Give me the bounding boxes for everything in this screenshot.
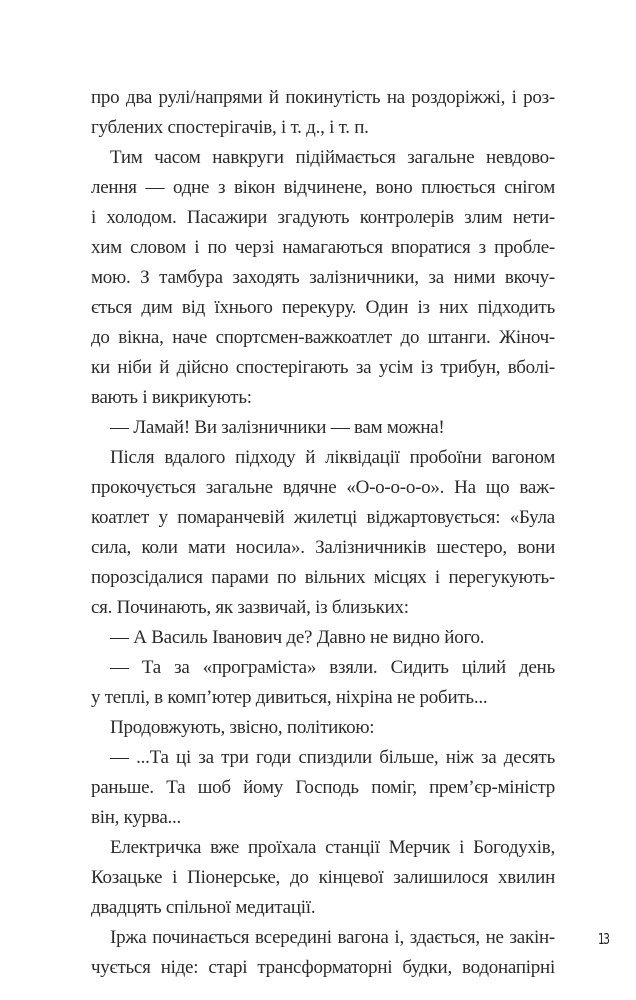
- text-line: про два рулі/напрями й покинутість на роздоріжжі, і роз-: [91, 87, 555, 108]
- text-line: Продовжують, звісно, політикою:: [110, 717, 375, 738]
- text-line: і холодом. Пасажири згадують контролерів злим нети-: [91, 207, 555, 228]
- text-line: чується ніде: старі трансформаторні будки, водонапірні: [91, 957, 555, 978]
- text-line: Електричка вже проїхала станції Мерчик і Богодухів,: [110, 837, 555, 858]
- page-number: 13: [598, 930, 609, 948]
- text-line: коатлет у помаранчевій жилетці віджартовується: «Була: [91, 507, 555, 528]
- text-line: хим словом і по черзі намагаються впоратися з пробле-: [91, 237, 555, 258]
- text-line: прокочується загальне вдячне «О-о-о-о-о». На що важ-: [91, 477, 555, 498]
- text-line: двадцять спільної медитації.: [91, 897, 316, 918]
- text-line: він, курва...: [91, 807, 182, 828]
- text-line: Після вдалого підходу й ліквідації пробоїни вагоном: [110, 447, 555, 468]
- text-line: ється дим від їхнього перекуру. Один із них підходить: [91, 297, 555, 318]
- text-line: мою. З тамбура заходять залізничники, за ними вкочу-: [91, 267, 555, 288]
- text-line: ки ніби й дійсно спостерігають за усім із трибун, вболі-: [91, 357, 555, 378]
- text-line: до вікна, наче спортсмен-важкоатлет до штанги. Жіноч-: [91, 327, 555, 348]
- text-line: — А Василь Іванович де? Давно не видно його.: [110, 627, 485, 648]
- text-line: — ...Та ці за три годи спиздили більше, ніж за десять: [110, 747, 555, 768]
- text-line: вають і викрикують:: [91, 387, 252, 408]
- text-line: — Ламай! Ви залізничники — вам можна!: [110, 417, 445, 438]
- text-line: — Та за «програміста» взяли. Сидить цілий день: [110, 657, 555, 678]
- text-line: раньше. Та шоб йому Господь поміг, прем’єр-міністр: [91, 777, 555, 798]
- text-line: ся. Починають, як зазвичай, із близьких:: [91, 597, 409, 618]
- text-line: гублених спостерігачів, і т. д., і т. п.: [91, 117, 369, 138]
- text-line: Козацьке і Піонерське, до кінцевої залишилося хвилин: [91, 867, 555, 888]
- text-line: Іржа починається всередині вагона і, здається, не закін-: [110, 927, 555, 948]
- body-text: [91, 83, 555, 983]
- text-line: Тим часом навкруги підіймається загальне невдово-: [110, 147, 555, 168]
- text-line: порозсідалися парами по вільних місцях і перегукують-: [91, 567, 555, 588]
- text-line: у теплі, в комп’ютер дивиться, ніхріна не робить...: [91, 687, 488, 708]
- text-line: лення — одне з вікон відчинене, воно плюється снігом: [91, 177, 555, 198]
- text-line: сила, коли мати носила». Залізничників шестеро, вони: [91, 537, 555, 558]
